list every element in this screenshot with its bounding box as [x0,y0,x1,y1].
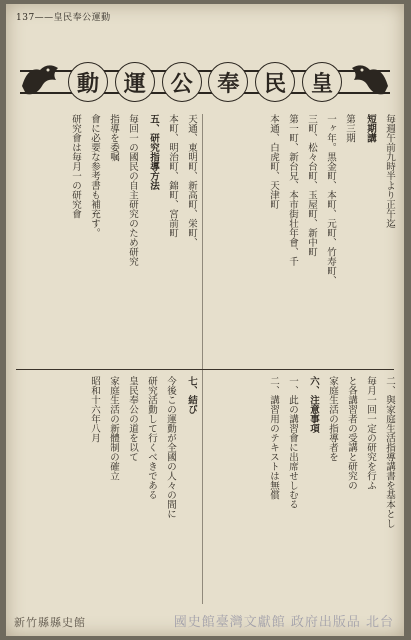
text-line: 毎回一の國民の自主研究のため研究 [127,114,138,266]
text-line: 皇民奉公の道を以て [127,376,138,462]
document-page [6,4,404,636]
text-line: 家庭生活の指導者を [327,376,338,462]
text-block-bottom-left [16,376,198,606]
text-line: 本町、明治町、錦町、宮前町 [167,114,178,238]
section-heading: 短期講 [365,114,376,143]
text-line: 三町、松々台町、玉屋町、新中町 [306,114,317,257]
text-line: 一ヶ年。黒金町、本町、元町、竹寿町、 [325,114,336,285]
banner-char: 公 [162,62,202,102]
text-line: 研究會は毎月一の研究會 [70,114,81,219]
column-divider [202,114,203,604]
running-head: 137——皇民奉公運動 [16,13,111,23]
text-line: 指導を委嘱 [108,114,119,162]
horizontal-rule [16,369,394,370]
text-line: 會に必要な参考書も補充す。 [89,114,100,238]
banner-title [68,62,342,102]
text-line: 二、講習用のテキストは無償 [268,376,279,500]
text-block-top-right [206,114,396,364]
text-line: 研究活動して行くべきである [146,376,157,500]
watermark: 國史館臺灣文獻館 政府出版品 北台 [173,615,394,630]
section-heading: 六、注意事項 [308,376,319,433]
text-line: 二、與家庭生活指導講書を基本とし [384,376,395,528]
text-line: と各講習者の受講と研究の [346,376,357,490]
bird-ornament-icon [18,56,62,106]
text-line: 家庭生活の新體制の確立 [108,376,119,481]
text-line: 一、此の講習會に出席せしむる [287,376,298,509]
section-heading: 五、研究指導方法 [148,114,159,190]
banner-char: 運 [115,62,155,102]
banner-char: 民 [255,62,295,102]
text-line: 毎月一回一定の研究を行ふ [365,376,376,490]
text-block-bottom-right [206,376,396,606]
title-banner [20,56,390,106]
section-heading: 七、結び [186,376,197,414]
banner-char: 奉 [208,62,248,102]
archive-stamp: 新竹縣縣史館 [14,616,86,629]
text-line: 昭和十六年八月 [89,376,100,443]
text-line: 第一町、新台兄、本市街壮年會、千 [287,114,298,266]
text-line: 第三期 [344,114,355,143]
text-line: 本通、白虎町、天津町 [268,114,279,209]
banner-char: 動 [68,62,108,102]
text-line: 毎週午前九時半より正午迄 [384,114,395,228]
banner-char: 皇 [302,62,342,102]
text-line: 天通、東明町、新高町、栄町、 [186,114,197,247]
text-line: 今後この運動が全國の人々の間に [165,376,176,519]
bird-ornament-icon [348,56,392,106]
text-block-top-left [16,114,198,364]
